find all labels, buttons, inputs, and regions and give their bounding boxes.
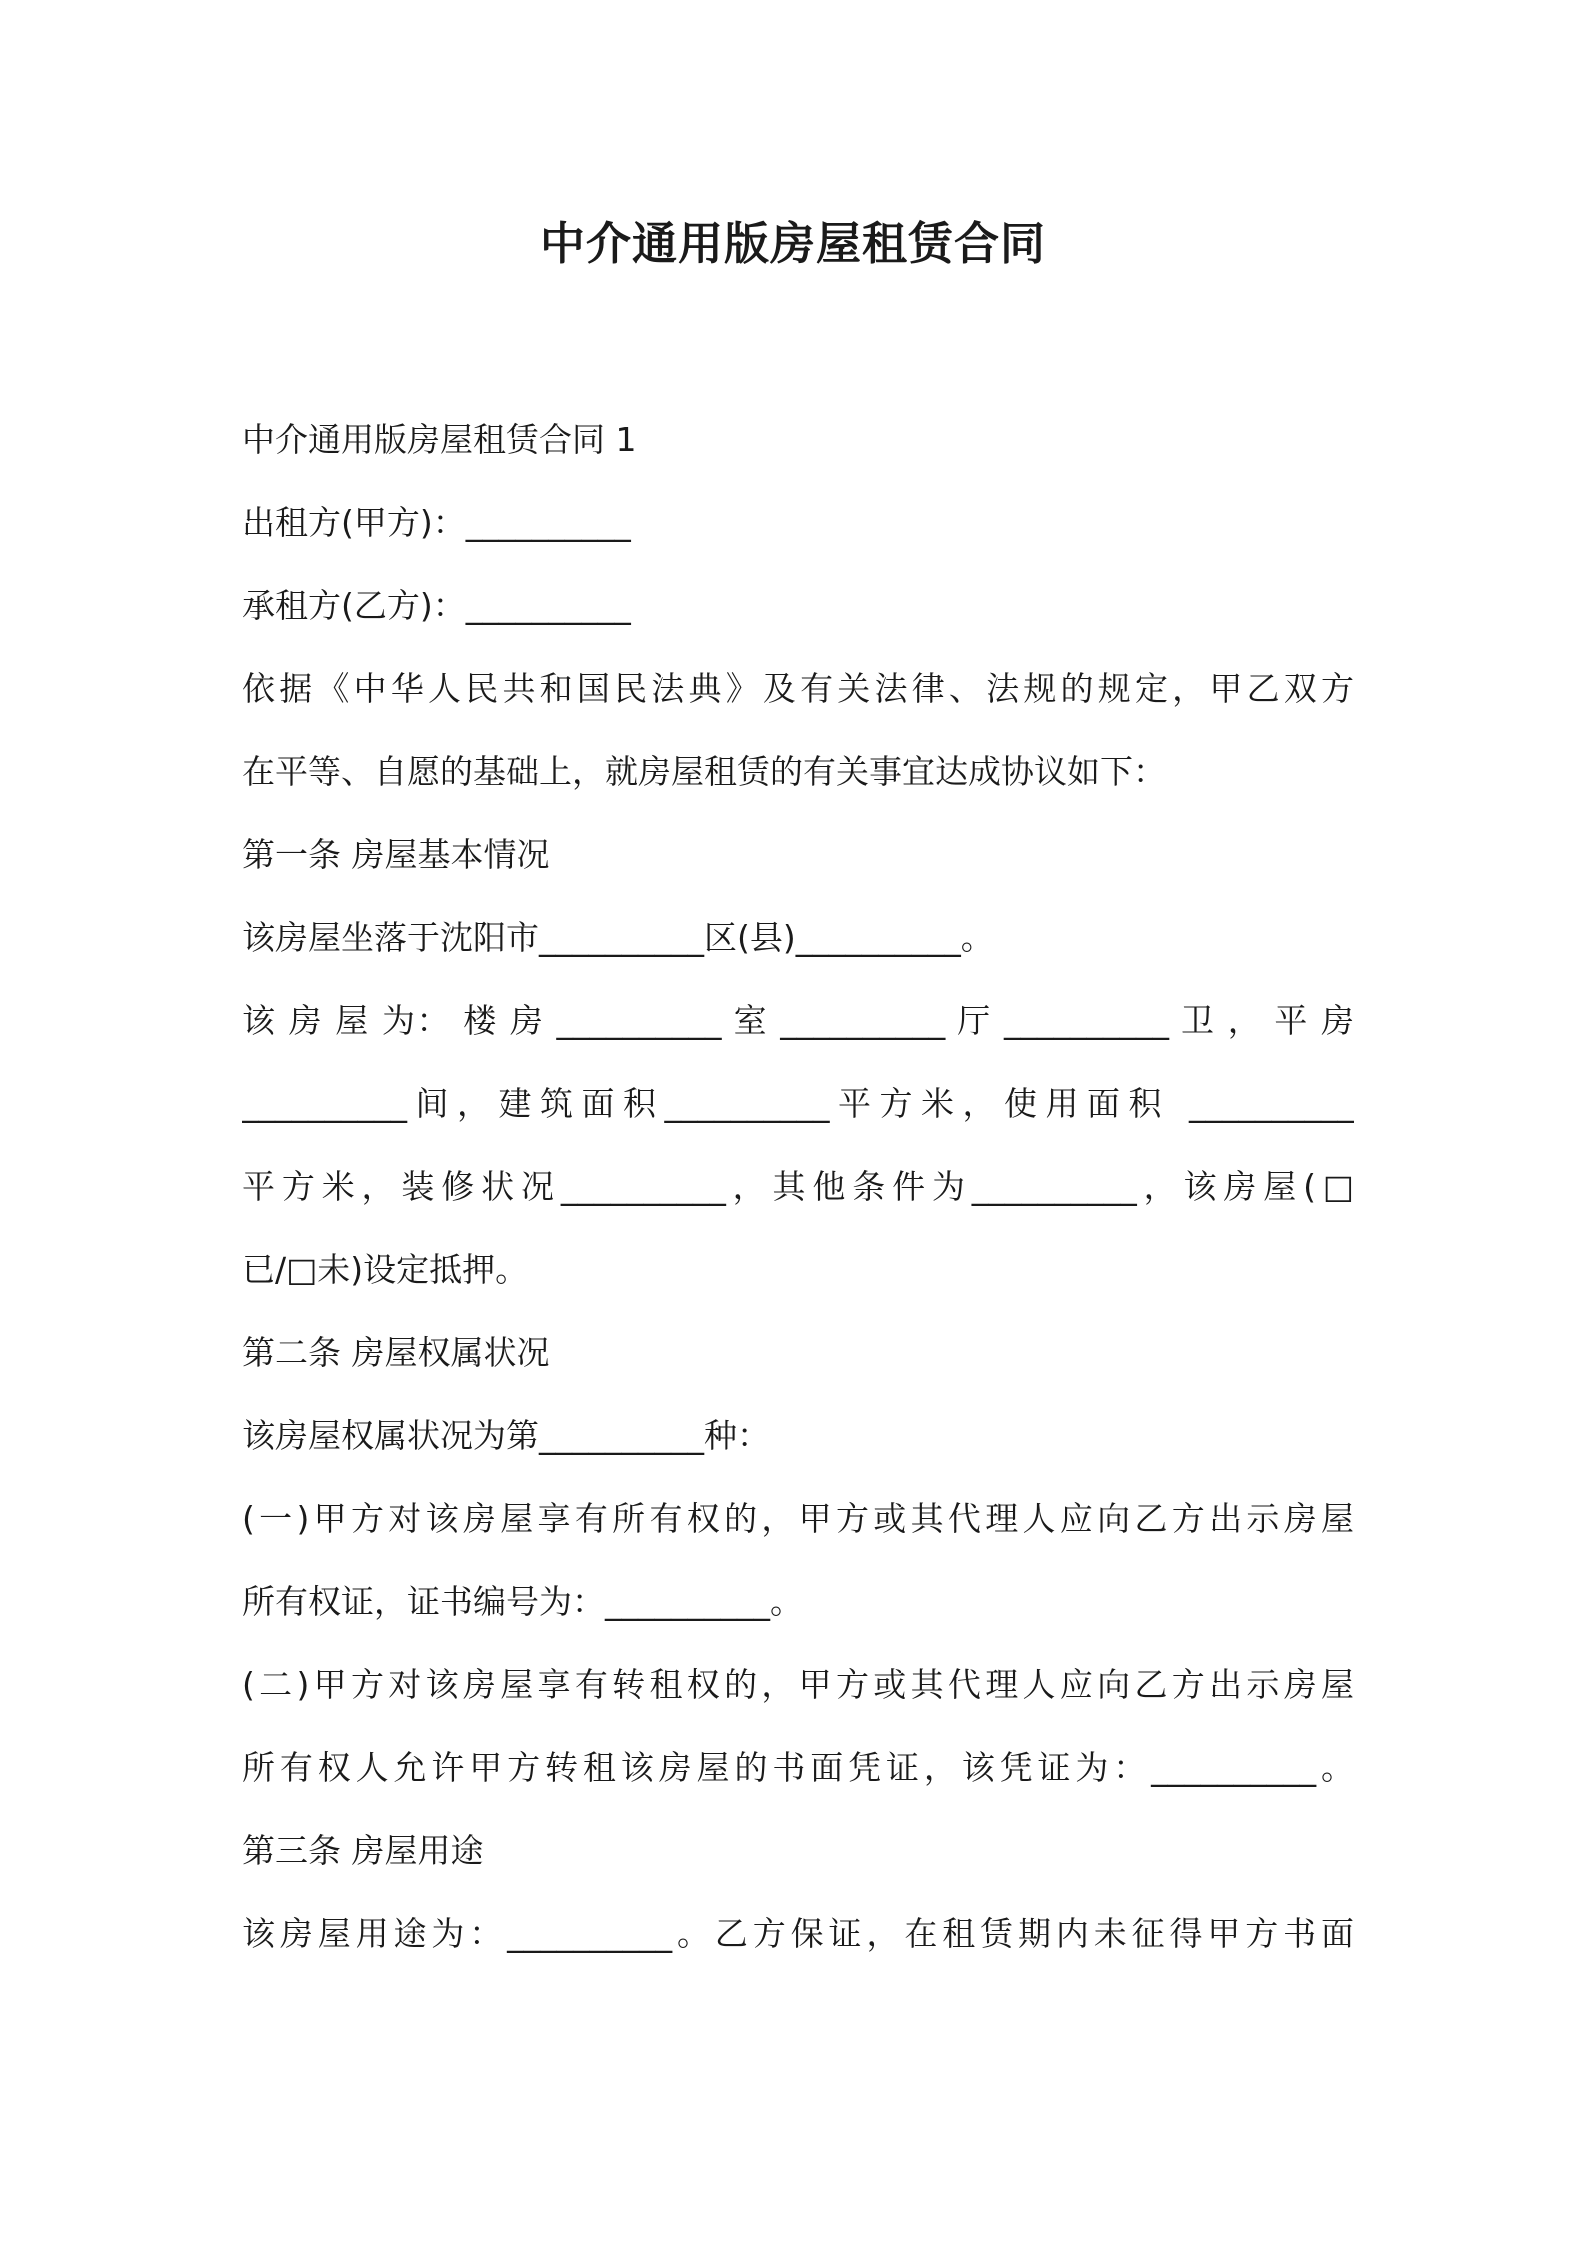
document-line: 第二条 房屋权属状况 [242,1333,550,1372]
document-line: 中介通用版房屋租赁合同 1 [242,420,637,459]
document-line: 该房屋用途为：__________。乙方保证，在租赁期内未征得甲方书面 [242,1914,1354,1953]
document-line: 已/□未)设定抵押。 [242,1250,529,1289]
document-line: 该 房 屋 为： 楼 房 __________ 室 __________ 厅 __________ 卫 ， 平 房 [242,1001,1354,1040]
document-line: 所有权证，证书编号为：__________。 [242,1582,803,1621]
document-line: (一)甲方对该房屋享有所有权的，甲方或其代理人应向乙方出示房屋 [242,1499,1354,1538]
document-line: 平方米，装修状况__________，其他条件为__________，该房屋(□ [242,1167,1354,1206]
document-line: (二)甲方对该房屋享有转租权的，甲方或其代理人应向乙方出示房屋 [242,1665,1354,1704]
document-title: 中介通用版房屋租赁合同 [539,217,1046,270]
document-line: 在平等、自愿的基础上，就房屋租赁的有关事宜达成协议如下： [242,752,1166,791]
document-line: 所有权人允许甲方转租该房屋的书面凭证，该凭证为：__________。 [242,1748,1354,1787]
document-line: 依据《中华人民共和国民法典》及有关法律、法规的规定，甲乙双方 [242,669,1354,708]
document-line: 承租方(乙方)：__________ [242,586,631,625]
document-line: 出租方(甲方)：__________ [242,503,631,542]
document-line: __________间，建筑面积__________平方米，使用面积 __________ [242,1084,1354,1123]
document-line: 该房屋坐落于沈阳市__________区(县)__________。 [242,918,994,957]
document-body [242,410,1354,1987]
document-line: 第一条 房屋基本情况 [242,835,550,874]
document-line: 该房屋权属状况为第__________种： [242,1416,770,1455]
document-line: 第三条 房屋用途 [242,1831,484,1870]
